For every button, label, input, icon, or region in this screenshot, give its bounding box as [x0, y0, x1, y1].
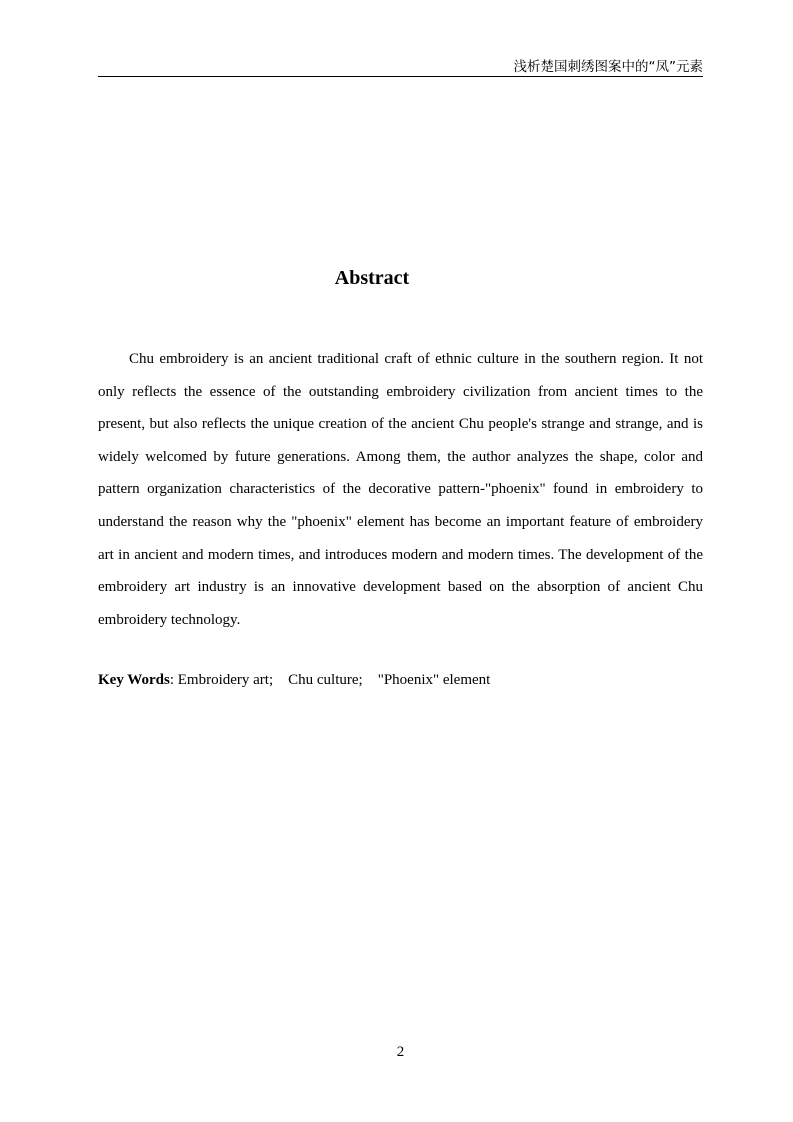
header-rule [98, 76, 703, 77]
keywords-label: Key Words [98, 672, 170, 688]
running-header: 浅析楚国刺绣图案中的“凤”元素 [513, 59, 703, 75]
keywords-text: : Embroidery art; Chu culture; "Phoenix" element [169, 672, 491, 688]
keywords-line [98, 668, 703, 692]
abstract-body: Chu embroidery is an ancient traditional craft of ethnic culture in the southern region. It not only reflects the essence of the outstanding embroidery civilization from ancient times to the present, but also reflects the unique creation of the ancient Chu people's strange and strange, and is widely welcomed by future generations. Among them, the author analyzes the shape, color and pattern organization characteristics of the decorative pattern-"phoenix" found in embroidery to understand the reason why the "phoenix" element has become an important feature of embroidery art in ancient and modern times, and introduces modern and modern times. The development of the embroidery art industry is an innovative development based on the absorption of ancient Chu embroidery technology. [98, 351, 703, 628]
abstract-title: Abstract [334, 267, 410, 289]
page-number: 2 [396, 1044, 405, 1060]
